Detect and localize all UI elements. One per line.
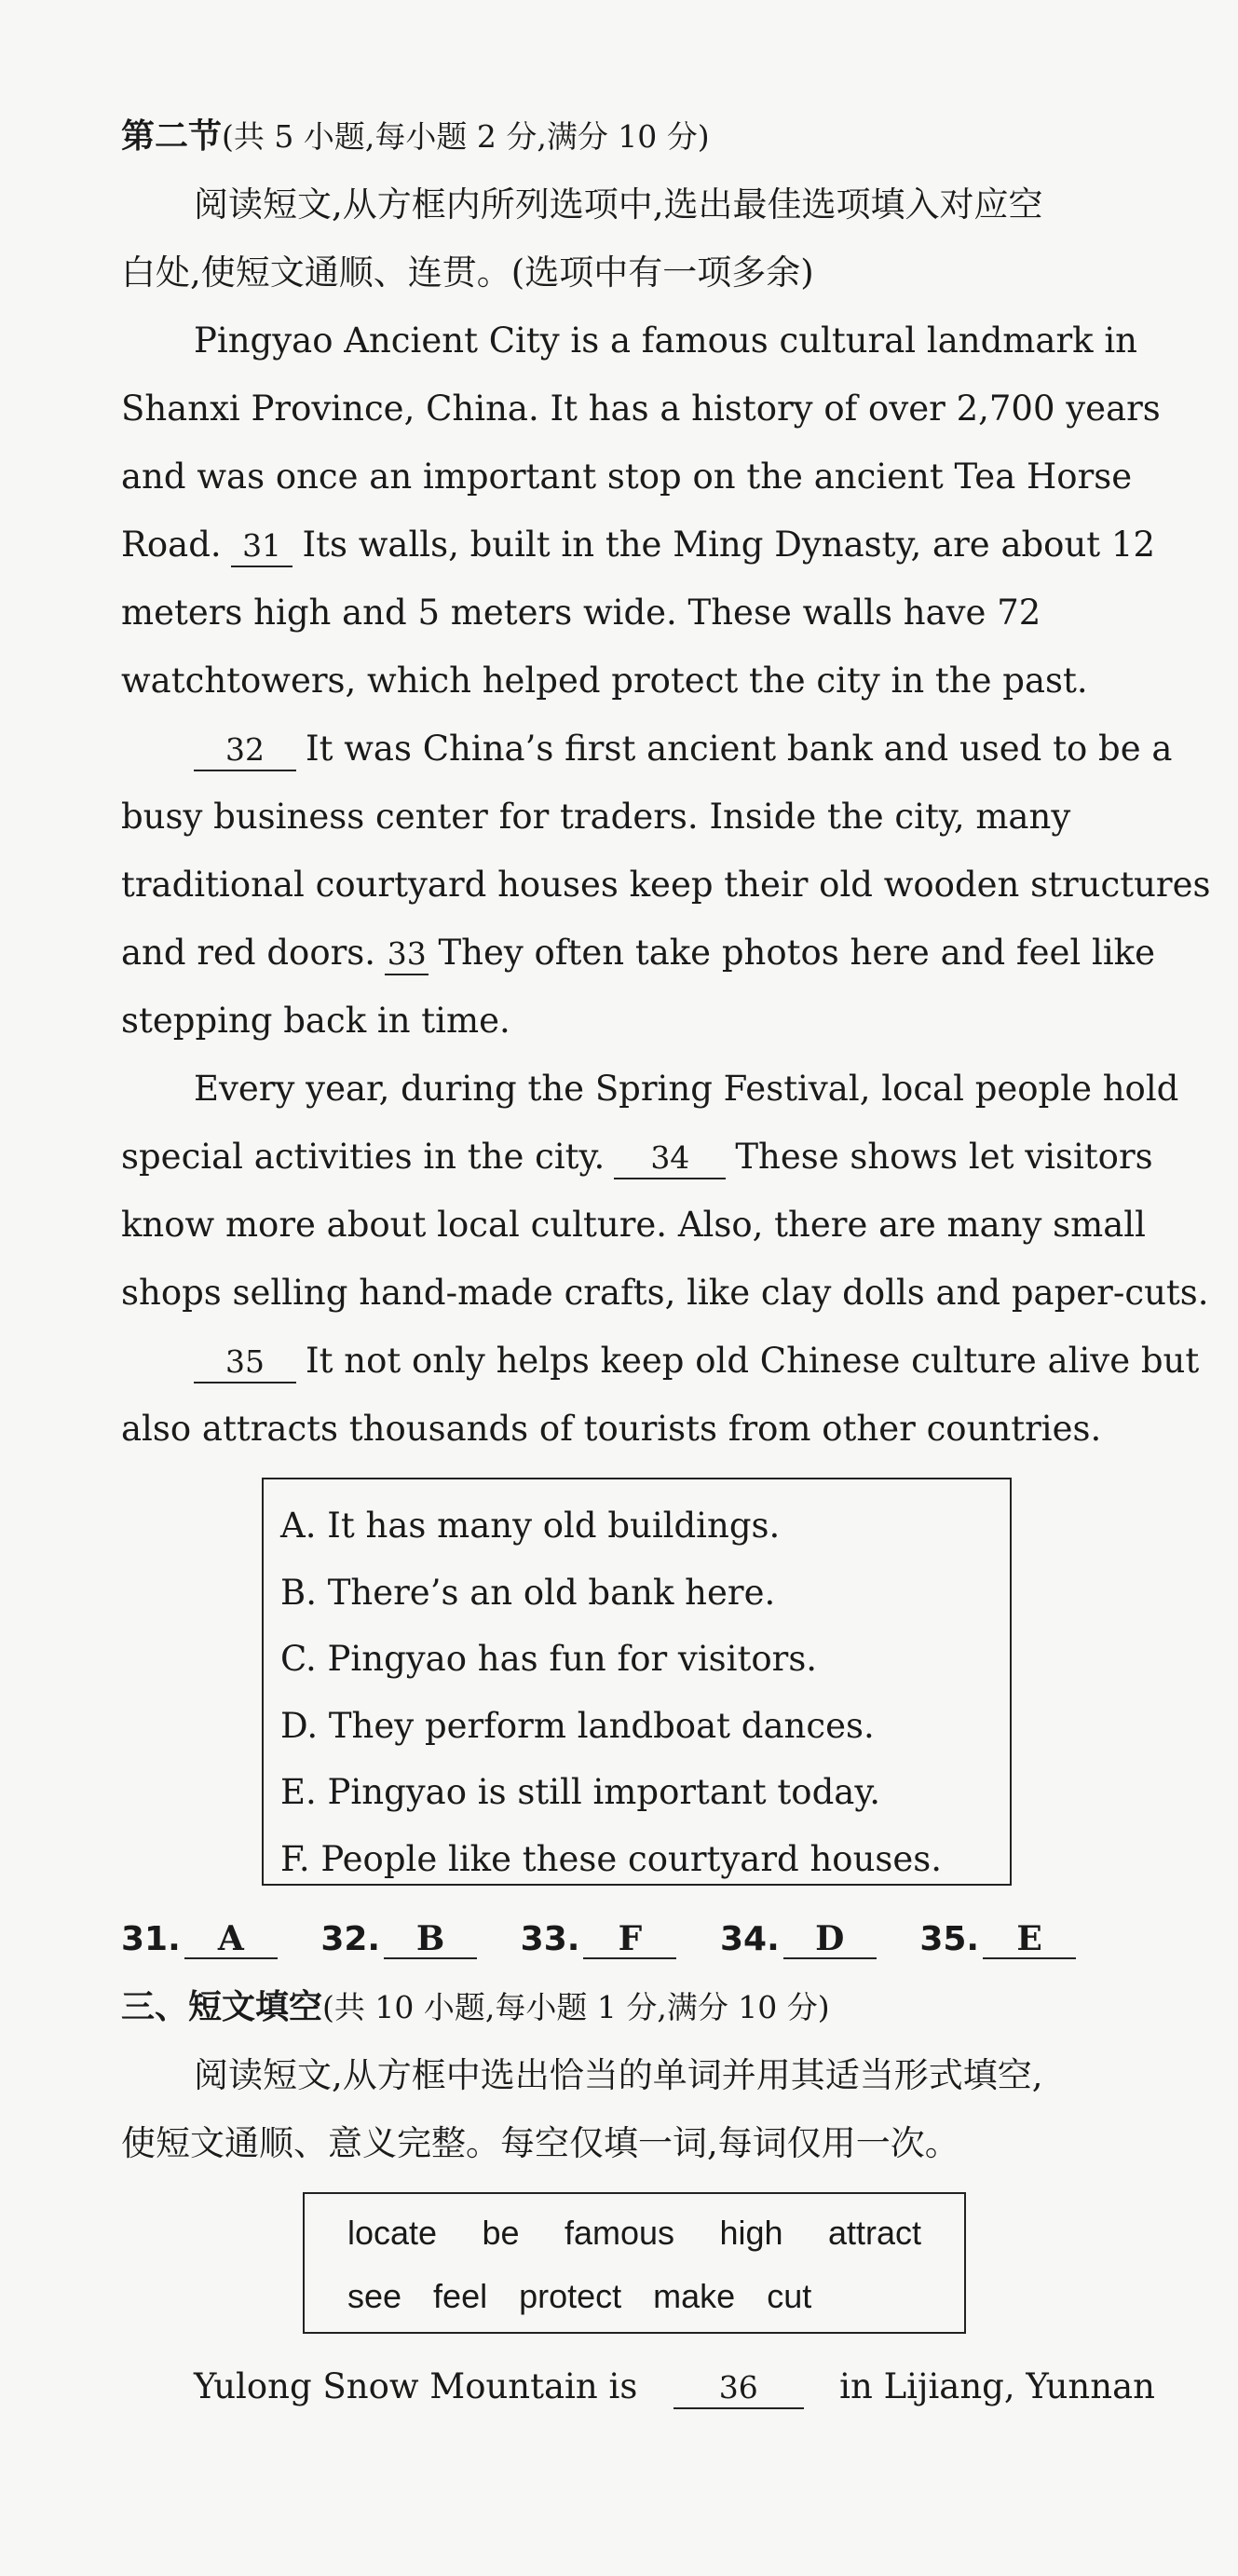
p2-line4 [121,919,1155,987]
word-see: see [347,2277,402,2315]
p2-line4-end: They often take photos here and feel like [438,933,1155,973]
p3-line1: Every year, during the Spring Festival, local people hold [194,1069,1179,1109]
p3-line3: know more about local culture. Also, there are many small [121,1205,1146,1245]
option-c: C. Pingyao has fun for visitors. [280,1639,818,1679]
word-famous: famous [564,2214,675,2252]
blank-32[interactable]: 32 [194,732,296,771]
word-high: high [719,2214,783,2252]
answer-number: 34. [719,1920,780,1958]
answer-row [121,1905,1155,1973]
word-bank-row-2 [305,2265,964,2328]
section2-title: 第二节 [121,117,223,156]
p1-line5: meters high and 5 meters wide. These walls have 72 [121,593,1041,633]
p4-line2: also attracts thousands of tourists from other countries. [121,1409,1102,1449]
s3-p1-line1-end: in Lijiang, Yunnan [839,2366,1155,2406]
option-e: E. Pingyao is still important today. [280,1772,881,1812]
p2-line5: stepping back in time. [121,1001,510,1041]
section2-instruction-line1: 阅读短文,从方框内所列选项中,选出最佳选项填入对应空 [194,184,1043,225]
blank-33[interactable]: 33 [385,936,429,975]
word-be: be [482,2214,520,2252]
answer-35 [919,1905,1076,1973]
answer-32 [320,1905,477,1973]
blank-31[interactable]: 31 [231,528,293,567]
word-cut: cut [767,2277,812,2315]
word-make: make [653,2277,736,2315]
answer-value[interactable]: E [983,1920,1076,1959]
section2-note: (共 5 小题,每小题 2 分,满分 10 分) [222,118,710,155]
option-a: A. It has many old buildings. [280,1506,781,1546]
p2-line4-start: and red doors. [121,933,376,973]
p4-line1-text: It not only helps keep old Chinese culture alive but [306,1341,1200,1381]
p1-line3: and was once an important stop on the ancient Tea Horse [121,457,1133,497]
section3-note: (共 10 小题,每小题 1 分,满分 10 分) [322,1989,830,2025]
p1-line4-end: Its walls, built in the Ming Dynasty, are about 12 [302,525,1155,565]
word-protect: protect [519,2277,622,2315]
options-box [262,1478,1012,1886]
p3-line4: shops selling hand-made crafts, like clay dolls and paper-cuts. [121,1273,1209,1313]
word-bank-row-1 [305,2201,964,2265]
p4-line1 [194,1327,1199,1395]
section3-title: 三、短文填空 [121,1988,323,2026]
p2-line3: traditional courtyard houses keep their old wooden structures [121,865,1211,905]
p2-line1-text: It was China’s first ancient bank and used to be a [306,729,1173,769]
p2-line1 [194,715,1172,783]
section3-instruction-line1: 阅读短文,从方框中选出恰当的单词并用其适当形式填空, [194,2055,1043,2095]
answer-value[interactable]: F [583,1920,676,1959]
s3-p1-line1-start: Yulong Snow Mountain is [194,2366,638,2406]
option-d: D. They perform landboat dances. [280,1705,875,1746]
word-locate: locate [347,2214,438,2252]
blank-35[interactable]: 35 [194,1344,296,1383]
answer-number: 32. [320,1920,381,1958]
word-attract: attract [827,2214,921,2252]
s3-p1-line1 [194,2352,1155,2420]
answer-value[interactable]: B [384,1920,477,1959]
word-feel: feel [433,2277,488,2315]
section2-heading [121,102,710,170]
p3-line2-end: These shows let visitors [735,1137,1153,1177]
section3-instruction-line2: 使短文通顺、意义完整。每空仅填一词,每词仅用一次。 [121,2123,959,2163]
p1-line2: Shanxi Province, China. It has a history of over 2,700 years [121,388,1161,429]
p1-line6: watchtowers, which helped protect the city in the past. [121,661,1088,701]
blank-36[interactable]: 36 [673,2370,804,2409]
p1-line4 [121,511,1155,579]
word-bank-box [303,2192,966,2334]
answer-value[interactable]: A [184,1920,278,1959]
option-b: B. There’s an old bank here. [280,1572,776,1613]
answer-value[interactable]: D [783,1920,877,1959]
option-f: F. People like these courtyard houses. [280,1838,943,1879]
p3-line2-start: special activities in the city. [121,1137,605,1177]
answer-number: 31. [121,1920,181,1958]
answer-number: 33. [520,1920,580,1958]
answer-number: 35. [919,1920,980,1958]
section2-instruction-line2: 白处,使短文通顺、连贯。(选项中有一项多余) [121,252,814,293]
p1-line4-start: Road. [121,525,222,565]
answer-34 [720,1905,877,1973]
p3-line2 [121,1123,1155,1191]
answer-31 [121,1905,278,1973]
section3-heading [121,1973,830,2041]
blank-34[interactable]: 34 [614,1140,726,1179]
p2-line2: busy business center for traders. Inside the city, many [121,797,1071,837]
answer-33 [521,1905,677,1973]
p1-line1: Pingyao Ancient City is a famous cultural landmark in [194,320,1137,361]
